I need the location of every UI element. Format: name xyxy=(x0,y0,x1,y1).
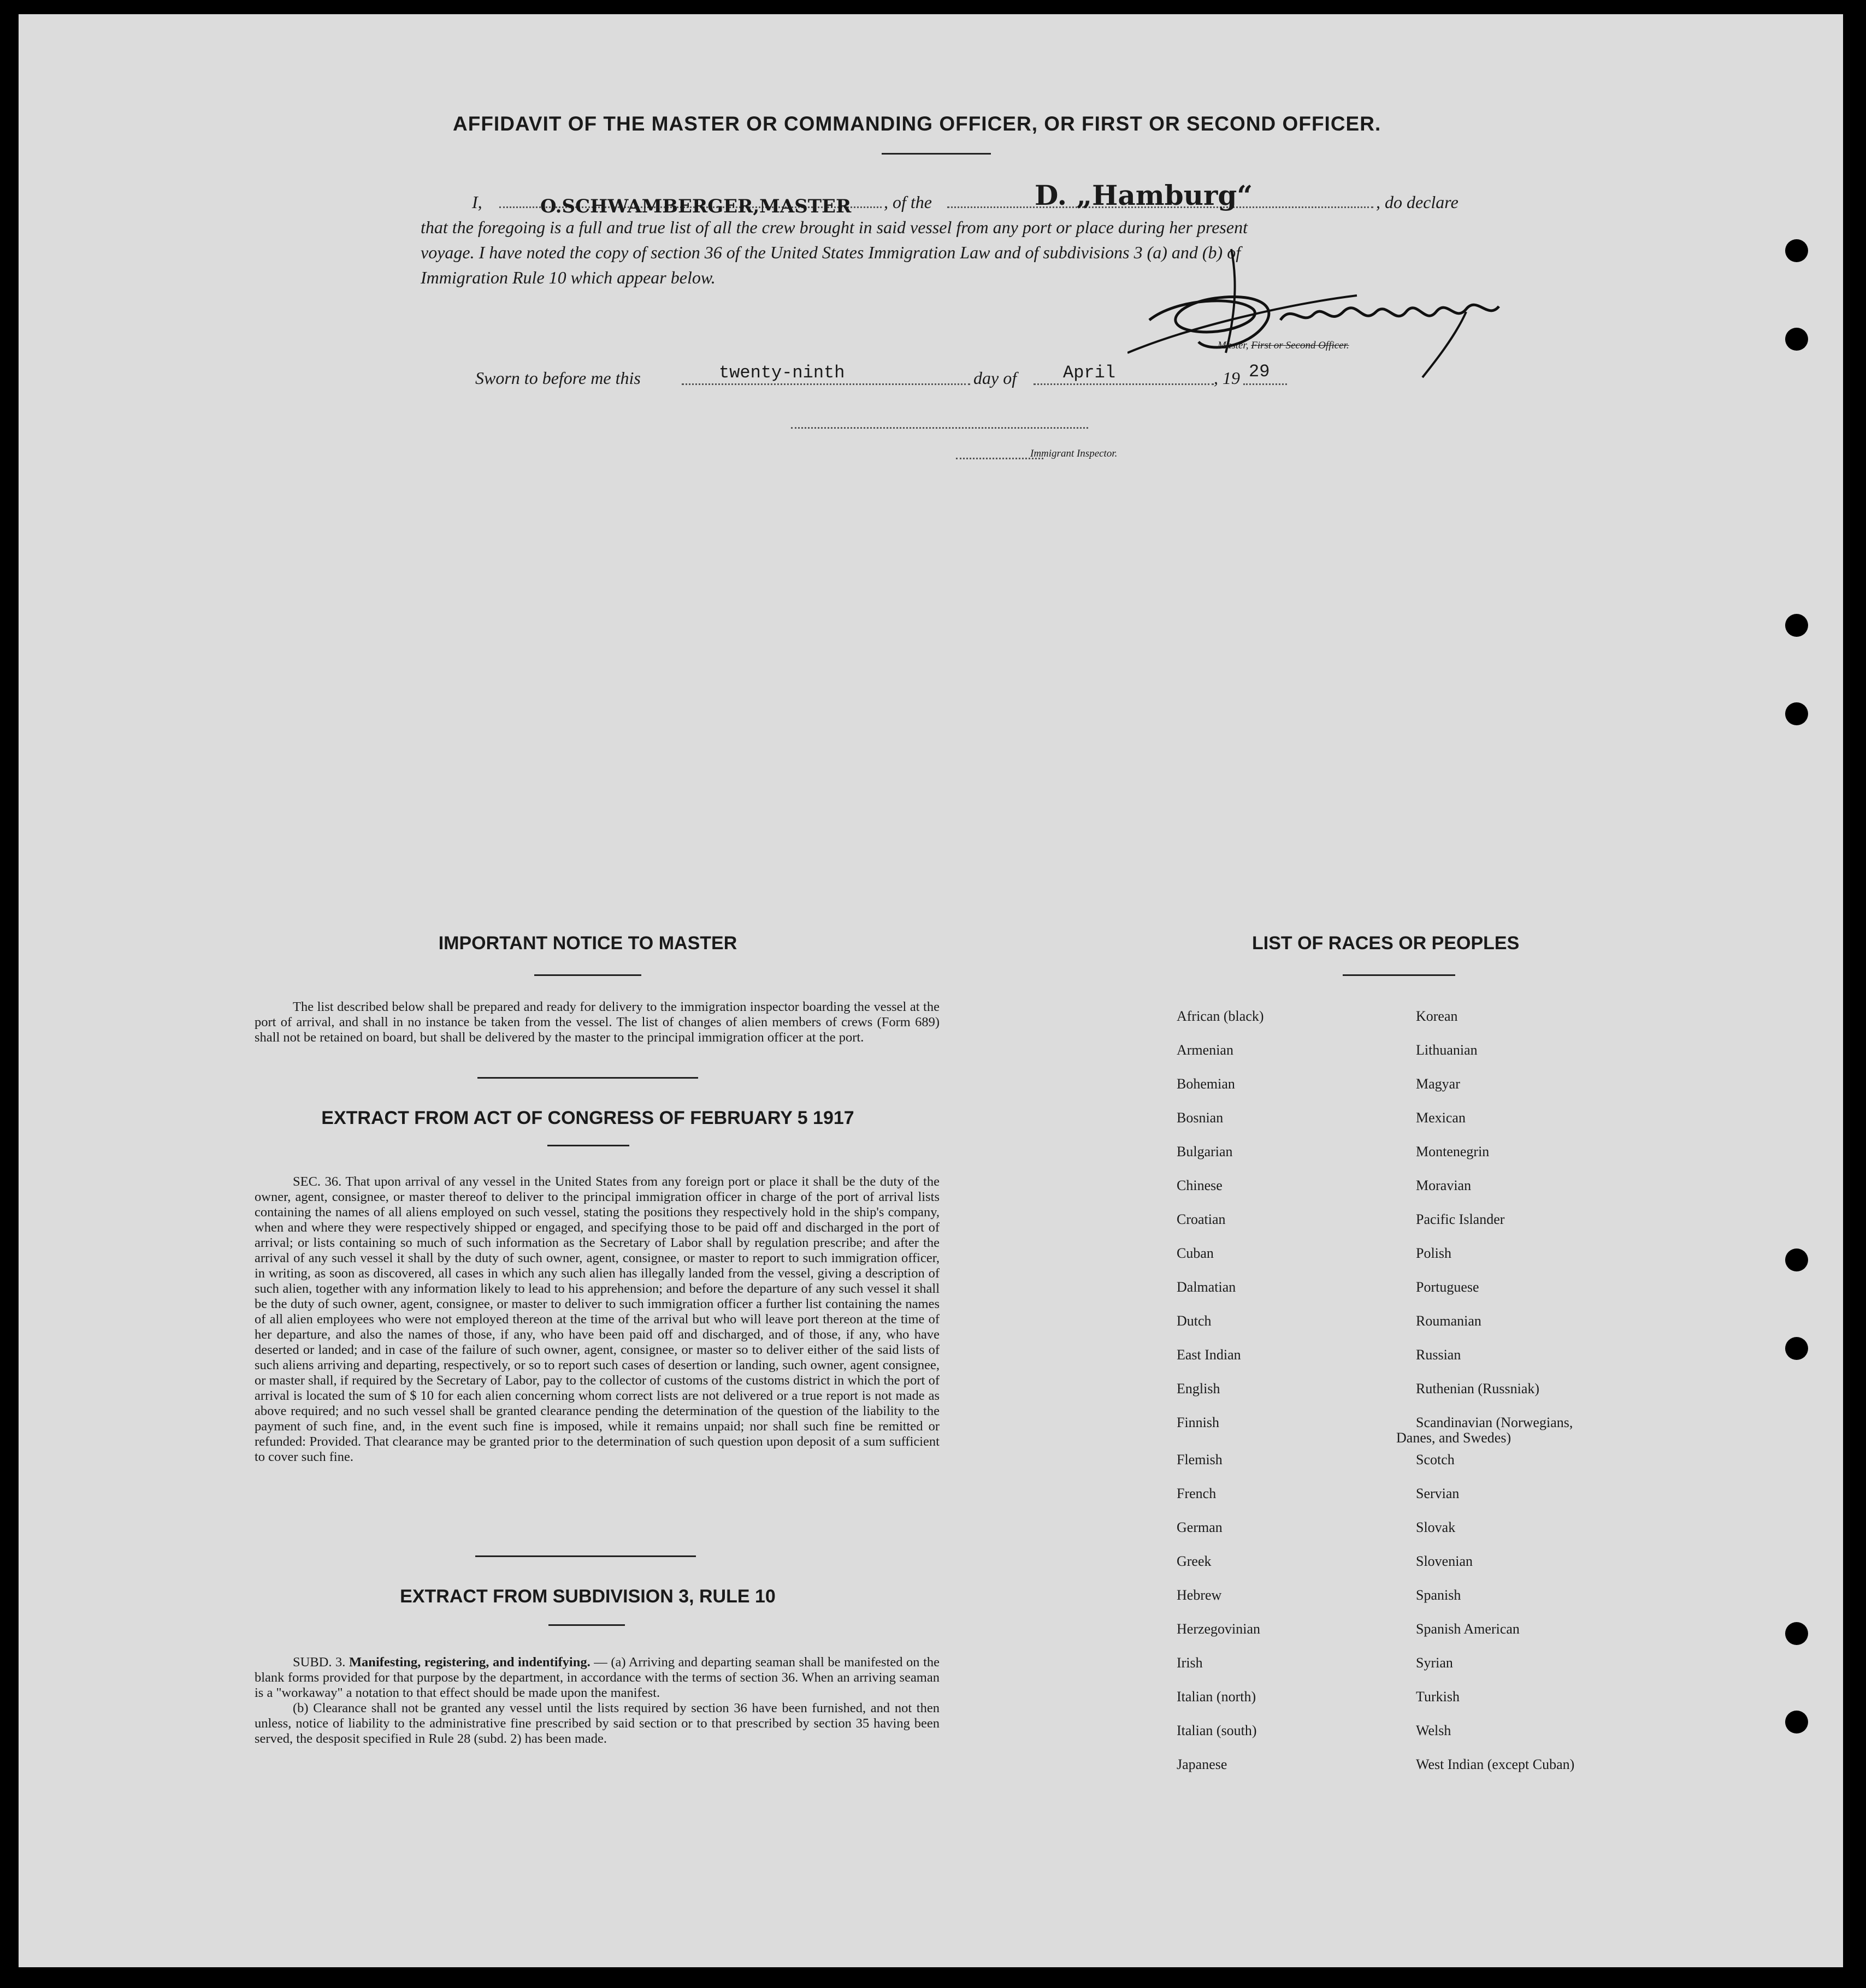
binder-hole xyxy=(1785,614,1808,637)
race-item: Moravian xyxy=(1416,1178,1472,1193)
signature-caption: Master, First or Second Officer. xyxy=(1218,340,1349,351)
race-item: Greek xyxy=(1177,1553,1212,1569)
race-item: Bohemian xyxy=(1177,1076,1235,1092)
race-item: Danes, and Swedes) xyxy=(1396,1430,1511,1446)
affidavit-word-declare: , do declare xyxy=(1376,192,1458,212)
race-item: Dutch xyxy=(1177,1313,1212,1329)
sworn-month-line xyxy=(1034,383,1214,385)
race-item: Magyar xyxy=(1416,1076,1460,1092)
notice-text: The list described below shall be prepared and ready for delivery to the immigration inspector boarding the vessel at the port of arrival, and shall in no instance be taken from the vessel. The list of changes of alien members of crews (Form 689) shall not be retained on board, but shall be delivered by the master to the principal immigration officer at the port. xyxy=(255,999,940,1045)
binder-hole xyxy=(1785,328,1808,351)
race-item: West Indian (except Cuban) xyxy=(1416,1756,1575,1772)
race-item: Irish xyxy=(1177,1655,1203,1671)
race-item: African (black) xyxy=(1177,1008,1264,1024)
notice-title: IMPORTANT NOTICE TO MASTER xyxy=(438,933,737,954)
binder-hole xyxy=(1785,239,1808,262)
race-item: Bulgarian xyxy=(1177,1144,1233,1159)
binder-hole xyxy=(1785,1337,1808,1360)
race-item: English xyxy=(1177,1381,1220,1397)
race-item: Korean xyxy=(1416,1008,1458,1024)
master-signature xyxy=(1127,244,1532,380)
race-item: Scandinavian (Norwegians, xyxy=(1416,1415,1573,1430)
sworn-year-line xyxy=(1243,383,1287,385)
binder-hole xyxy=(1785,702,1808,725)
race-item: East Indian xyxy=(1177,1347,1241,1363)
race-item: Montenegrin xyxy=(1416,1144,1490,1159)
sworn-day: twenty-ninth xyxy=(719,363,845,383)
race-item: Portuguese xyxy=(1416,1279,1479,1295)
vessel-name: D. „Hamburg“ xyxy=(1035,179,1253,211)
rule-title-rule xyxy=(548,1624,625,1626)
race-item: Japanese xyxy=(1177,1756,1227,1772)
race-item: Italian (south) xyxy=(1177,1723,1257,1738)
race-item: Ruthenian (Russniak) xyxy=(1416,1381,1540,1397)
sworn-month: April xyxy=(1063,363,1116,383)
inspector-signature-line xyxy=(791,427,1088,429)
sworn-year-prefix: , 19 xyxy=(1214,368,1240,388)
race-item: Lithuanian xyxy=(1416,1042,1478,1058)
act-text: SEC. 36. That upon arrival of any vessel in the United States from any foreign port or place it shall be the duty of the owner, agent, consignee, or master thereof to deliver to the principal immigration officer in charge of the port of arrival lists containing the names of all aliens employed on such vessel, stating the positions they respectively hold in the ship's company, when and where they were respectively shipped or engaged, and specifying those to be paid off and discharged in the port of arrival; or lists containing so much of such information as the Secretary of Labor shall by regulation prescribe; and after the arrival of any such vessel it shall by the duty of such owner, agent, consignee, or master to report to such immigration officer, in writing, as soon as discovered, all cases in which any such alien has illegally landed from the vessel, giving a description of such alien, together with any information likely to lead to his apprehension; and before the departure of any such vessel it shall be the duty of such owner, agent, consignee, or master to deliver to such immigration officer a further list containing the names of all alien employees who were not employed thereon at the time of the arrival but who will leave port thereon at the time of her departure, and also the names of those, if any, who have been paid off and discharged, and of those, if any, who have deserted or landed; and in case of the failure of such owner, agent, consignee, or master so to deliver either of the said lists of such aliens arriving and departing, respectively, or so to report such cases of desertion or landing, such owner, agent consignee, or master shall, if required by the Secretary of Labor, pay to the collector of customs of the customs district in which the port of arrival is located the sum of $ 10 for each alien concerning whom correct lists are not delivered or a true report is not made as above required; and no such vessel shall be granted clearance pending the determination of the question of the liability to the payment of such fine, and, in the event such fine is imposed, while it remains unpaid; nor shall such fine be remitted or refunded: Provided. That clearance may be granted prior to the determination of such question upon deposit of a sum sufficient to cover such fine. xyxy=(255,1174,940,1464)
race-item: Servian xyxy=(1416,1486,1460,1501)
sworn-day-line xyxy=(682,383,970,385)
affidavit-line-3: voyage. I have noted the copy of section 36 of the United States Immigration Law and of subdivisions 3 (a) and (b) of xyxy=(421,242,1241,262)
affidavit-title: AFFIDAVIT OF THE MASTER OR COMMANDING OFFICER, OR FIRST OR SECOND OFFICER. xyxy=(453,113,1381,135)
binder-hole xyxy=(1785,1622,1808,1645)
race-item: Welsh xyxy=(1416,1723,1451,1738)
races-title-rule xyxy=(1343,974,1455,976)
race-item: Spanish xyxy=(1416,1587,1461,1603)
affidavit-title-rule xyxy=(882,153,991,155)
race-item: Syrian xyxy=(1416,1655,1453,1671)
race-item: Finnish xyxy=(1177,1415,1220,1430)
race-item: Armenian xyxy=(1177,1042,1233,1058)
race-item: Pacific Islander xyxy=(1416,1211,1505,1227)
race-item: Croatian xyxy=(1177,1211,1226,1227)
sworn-day-of: day of xyxy=(973,368,1017,388)
race-item: Herzegovinian xyxy=(1177,1621,1261,1637)
race-item: Roumanian xyxy=(1416,1313,1481,1329)
race-item: Slovenian xyxy=(1416,1553,1473,1569)
race-item: Bosnian xyxy=(1177,1110,1224,1126)
race-item: Turkish xyxy=(1416,1689,1460,1705)
affidavit-line-2: that the foregoing is a full and true list of all the crew brought in said vessel from any port or place during her present xyxy=(421,217,1248,237)
race-item: Polish xyxy=(1416,1245,1452,1261)
race-item: Cuban xyxy=(1177,1245,1214,1261)
act-rule xyxy=(475,1555,696,1557)
race-item: German xyxy=(1177,1519,1223,1535)
sworn-year: 29 xyxy=(1249,362,1270,382)
race-item: Chinese xyxy=(1177,1178,1223,1193)
race-item: Scotch xyxy=(1416,1452,1455,1468)
act-title-rule xyxy=(547,1145,629,1146)
race-item: Hebrew xyxy=(1177,1587,1222,1603)
document-page xyxy=(19,14,1843,1967)
race-item: French xyxy=(1177,1486,1217,1501)
race-item: Slovak xyxy=(1416,1519,1456,1535)
notice-rule xyxy=(477,1077,698,1079)
race-item: Dalmatian xyxy=(1177,1279,1236,1295)
race-item: Mexican xyxy=(1416,1110,1466,1126)
rule-title: EXTRACT FROM SUBDIVISION 3, RULE 10 xyxy=(400,1586,776,1607)
races-title: LIST OF RACES OR PEOPLES xyxy=(1252,933,1520,954)
sworn-prefix: Sworn to before me this xyxy=(475,368,641,388)
act-title: EXTRACT FROM ACT OF CONGRESS OF FEBRUARY 5 1917 xyxy=(321,1108,854,1128)
rule-text: SUBD. 3. Manifesting, registering, and indentifying. — (a) Arriving and departing seaman shall be manifested on the blank forms provided for that purpose by the department, in accordance with the terms of section 36. When an arriving seaman is a "workaway" a notation to that effect should be made upon the manifest. (b) Clearance shall not be granted any vessel until the lists required by section 36 have been furnished, and not then unless, notice of liability to the administrative fine prescribed by said section or to that prescribed by section 35 having been served, the desposit specified in Rule 28 (subd. 2) has been made. xyxy=(255,1655,940,1746)
affidavit-line-4: Immigration Rule 10 which appear below. xyxy=(421,268,716,287)
race-item: Russian xyxy=(1416,1347,1461,1363)
inspector-caption: Immigrant Inspector. xyxy=(1030,448,1118,459)
race-item: Spanish American xyxy=(1416,1621,1520,1637)
affidavit-word-i: I, xyxy=(472,192,482,212)
master-name: O.SCHWAMBERGER,MASTER xyxy=(540,196,852,217)
binder-hole xyxy=(1785,1249,1808,1271)
race-item: Italian (north) xyxy=(1177,1689,1256,1705)
notice-title-rule xyxy=(534,974,641,976)
binder-hole xyxy=(1785,1711,1808,1733)
race-item: Flemish xyxy=(1177,1452,1223,1468)
affidavit-word-of: , of the xyxy=(884,192,932,212)
